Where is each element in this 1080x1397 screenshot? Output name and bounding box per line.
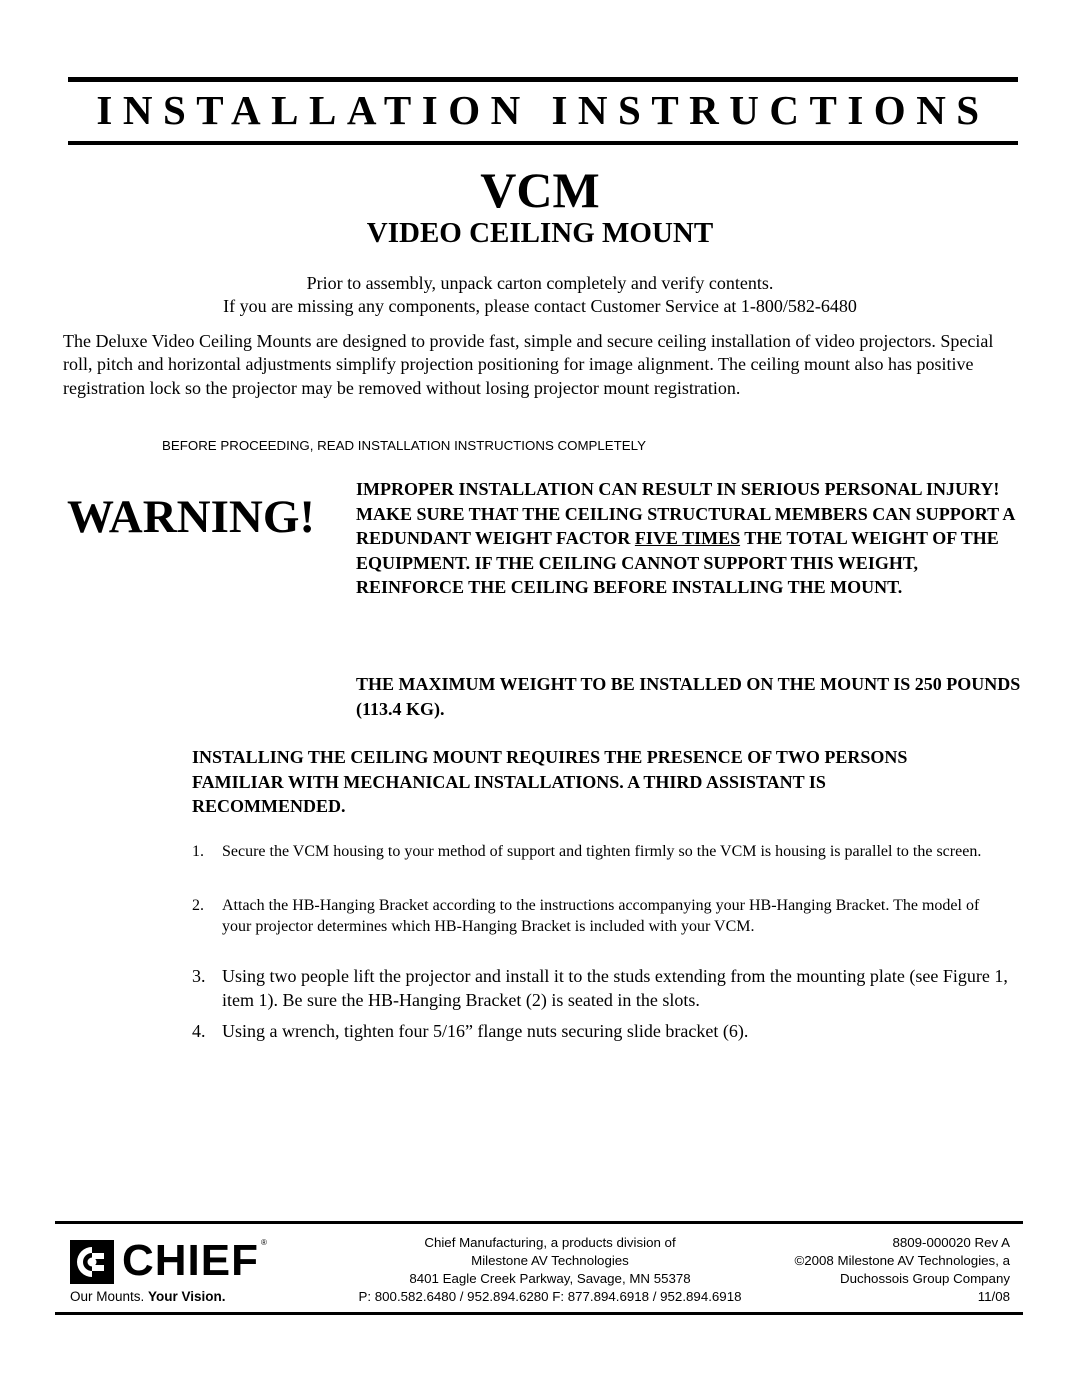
step-text: Secure the VCM housing to your method of support and tighten firmly so the VCM is housing is parallel to the screen. <box>222 843 982 860</box>
step-item <box>192 842 1012 863</box>
tagline-plain: Our Mounts. <box>70 1289 149 1304</box>
header-rule-bottom <box>68 141 1018 145</box>
document-title: INSTALLATION INSTRUCTIONS <box>96 87 990 133</box>
footer-copyright: ©2008 Milestone AV Technologies, a <box>794 1253 1010 1268</box>
step-number: 1. <box>192 843 204 860</box>
step-item <box>192 1019 1012 1043</box>
chief-logo <box>70 1236 270 1310</box>
footer-copyright-cont: Duchossois Group Company <box>840 1271 1010 1286</box>
step-text: Using two people lift the projector and install it to the studs extending from the mounting plate (see Figure 1, item 1). Be sure the HB-Hanging Bracket (2) is seated in the slots. <box>222 966 1008 1010</box>
footer-phone-fax: P: 800.582.6480 / 952.894.6280 F: 877.894.6918 / 952.894.6918 <box>358 1289 742 1304</box>
product-description: The Deluxe Video Ceiling Mounts are designed to provide fast, simple and secure ceiling installation of video projectors. Special roll, pitch and horizontal adjustments simplify projection positioning for image alignment. The ceiling mount also has positive registration lock so the projector may be removed without losing projector mount registration. <box>63 331 994 398</box>
warning-text <box>356 477 1026 600</box>
product-subtitle: VIDEO CEILING MOUNT <box>366 217 714 249</box>
footer-address: 8401 Eagle Creek Parkway, Savage, MN 55378 <box>409 1271 691 1286</box>
step-number: 4. <box>192 1021 206 1041</box>
read-instructions-notice: BEFORE PROCEEDING, READ INSTALLATION INSTRUCTIONS COMPLETELY <box>162 438 646 453</box>
step-item <box>192 896 1012 937</box>
model-name: VCM <box>480 162 600 218</box>
chief-emblem-icon <box>70 1240 114 1284</box>
step-text: Using a wrench, tighten four 5/16” flange nuts securing slide bracket (6). <box>222 1021 749 1041</box>
step-number: 2. <box>192 897 204 914</box>
intro-line-unpack: Prior to assembly, unpack carton completely and verify contents. <box>306 273 774 293</box>
max-weight-notice: THE MAXIMUM WEIGHT TO BE INSTALLED ON THE MOUNT IS 250 POUNDS (113.4 KG). <box>356 674 1021 719</box>
chief-wordmark: CHIEF <box>122 1236 259 1285</box>
header-rule-top <box>68 77 1018 82</box>
logo-tagline <box>70 1289 226 1304</box>
step-number: 3. <box>192 966 206 986</box>
footer-rule-bottom <box>55 1312 1023 1315</box>
registered-mark: ® <box>261 1238 267 1247</box>
warning-label: WARNING! <box>67 491 316 543</box>
footer-doc-number: 8809-000020 Rev A <box>892 1235 1010 1250</box>
warning-text-part: THE TOTAL WEIGHT OF THE EQUIPMENT. IF THE CEILING CANNOT SUPPORT THIS WEIGHT, REINFORCE THE CEILING BEFORE INSTALLING THE MOUNT. <box>356 528 999 597</box>
warning-text-part: IMPROPER INSTALLATION CAN RESULT IN SERIOUS PERSONAL INJURY! MAKE SURE THAT THE CEILING STRUCTURAL MEMBERS CAN SUPPORT A REDUNDANT WEIGHT FACTOR <box>356 479 1015 548</box>
footer-date: 11/08 <box>977 1289 1010 1304</box>
intro-line-customer-service: If you are missing any components, please contact Customer Service at 1-800/582-6480 <box>223 296 857 316</box>
step-text: Attach the HB-Hanging Bracket according to the instructions accompanying your HB-Hanging Bracket. The model of your projector determines which HB-Hanging Bracket is included with your VCM. <box>222 897 980 935</box>
footer-company-line: Chief Manufacturing, a products division of <box>424 1235 676 1250</box>
tagline-bold: Your Vision. <box>148 1289 226 1304</box>
footer-company-line: Milestone AV Technologies <box>471 1253 629 1268</box>
warning-emphasis: FIVE TIMES <box>634 528 741 548</box>
step-item <box>192 964 1012 1012</box>
two-persons-notice: INSTALLING THE CEILING MOUNT REQUIRES THE PRESENCE OF TWO PERSONS FAMILIAR WITH MECHANICAL INSTALLATIONS. A THIRD ASSISTANT IS RECOMMENDED. <box>192 747 908 816</box>
footer-rule-top <box>55 1221 1023 1224</box>
